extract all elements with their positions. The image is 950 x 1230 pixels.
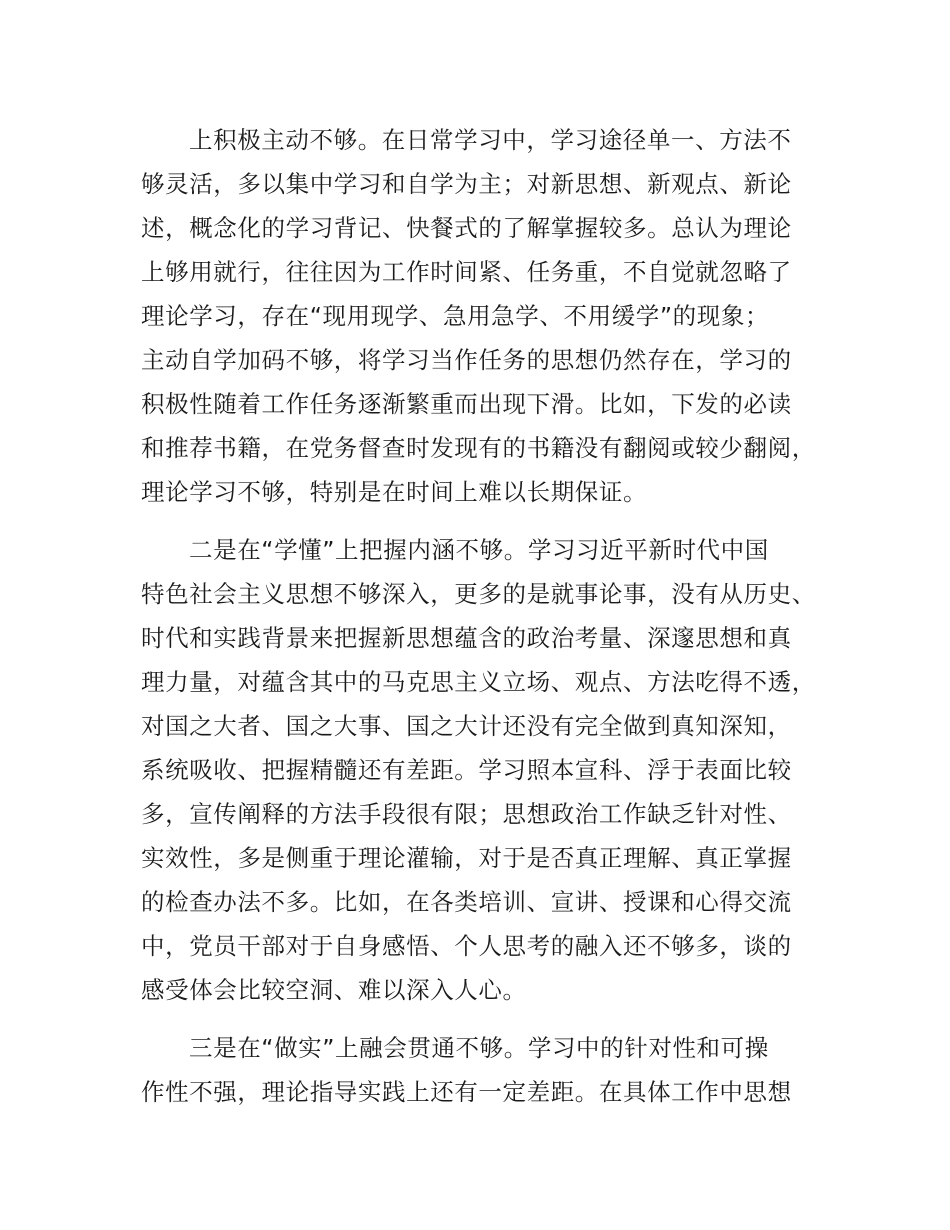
text-line: 述，概念化的学习背记、快餐式的了解掌握较多。总认为理论 (141, 214, 792, 242)
paragraph-3 (141, 1026, 841, 1114)
text-line: 多，宣传阐释的方法手段很有限；思想政治工作缺乏针对性、 (141, 800, 792, 828)
text-line: 三是在“做实”上融会贯通不够。学习中的针对性和可操 (189, 1034, 769, 1062)
document-body (141, 118, 841, 1114)
text-line: 感受体会比较空洞、难以深入人心。 (141, 976, 527, 1004)
text-line: 实效性，多是侧重于理论灌输，对于是否真正理解、真正掌握 (141, 844, 792, 872)
text-line: 时代和实践背景来把握新思想蕴含的政治考量、深邃思想和真 (141, 624, 792, 652)
text-line: 理论学习，存在“现用现学、急用急学、不用缓学”的现象； (141, 302, 770, 330)
paragraph-spacer (141, 1012, 841, 1026)
text-line: 和推荐书籍，在党务督查时发现有的书籍没有翻阅或较少翻阅， (141, 434, 816, 462)
paragraph-2 (141, 528, 841, 1012)
text-line: 积极性随着工作任务逐渐繁重而出现下滑。比如，下发的必读 (141, 390, 792, 418)
text-line: 特色社会主义思想不够深入，更多的是就事论事，没有从历史、 (141, 580, 816, 608)
paragraph-1 (141, 118, 841, 514)
text-line: 中，党员干部对于自身感悟、个人思考的融入还不够多，谈的 (141, 932, 792, 960)
text-line: 二是在“学懂”上把握内涵不够。学习习近平新时代中国 (189, 536, 769, 564)
paragraph-spacer (141, 514, 841, 528)
text-line: 的检查办法不多。比如，在各类培训、宣讲、授课和心得交流 (141, 888, 792, 916)
text-line: 理论学习不够，特别是在时间上难以长期保证。 (141, 478, 648, 506)
text-line: 上够用就行，往往因为工作时间紧、任务重，不自觉就忽略了 (141, 258, 792, 286)
text-line: 上积极主动不够。在日常学习中，学习途径单一、方法不 (189, 126, 792, 154)
text-line: 系统吸收、把握精髓还有差距。学习照本宣科、浮于表面比较 (141, 756, 792, 784)
text-line: 作性不强，理论指导实践上还有一定差距。在具体工作中思想 (141, 1078, 792, 1106)
text-line: 主动自学加码不够，将学习当作任务的思想仍然存在，学习的 (141, 346, 792, 374)
text-line: 理力量，对蕴含其中的马克思主义立场、观点、方法吃得不透， (141, 668, 816, 696)
text-line: 够灵活，多以集中学习和自学为主；对新思想、新观点、新论 (141, 170, 792, 198)
text-line: 对国之大者、国之大事、国之大计还没有完全做到真知深知， (141, 712, 792, 740)
